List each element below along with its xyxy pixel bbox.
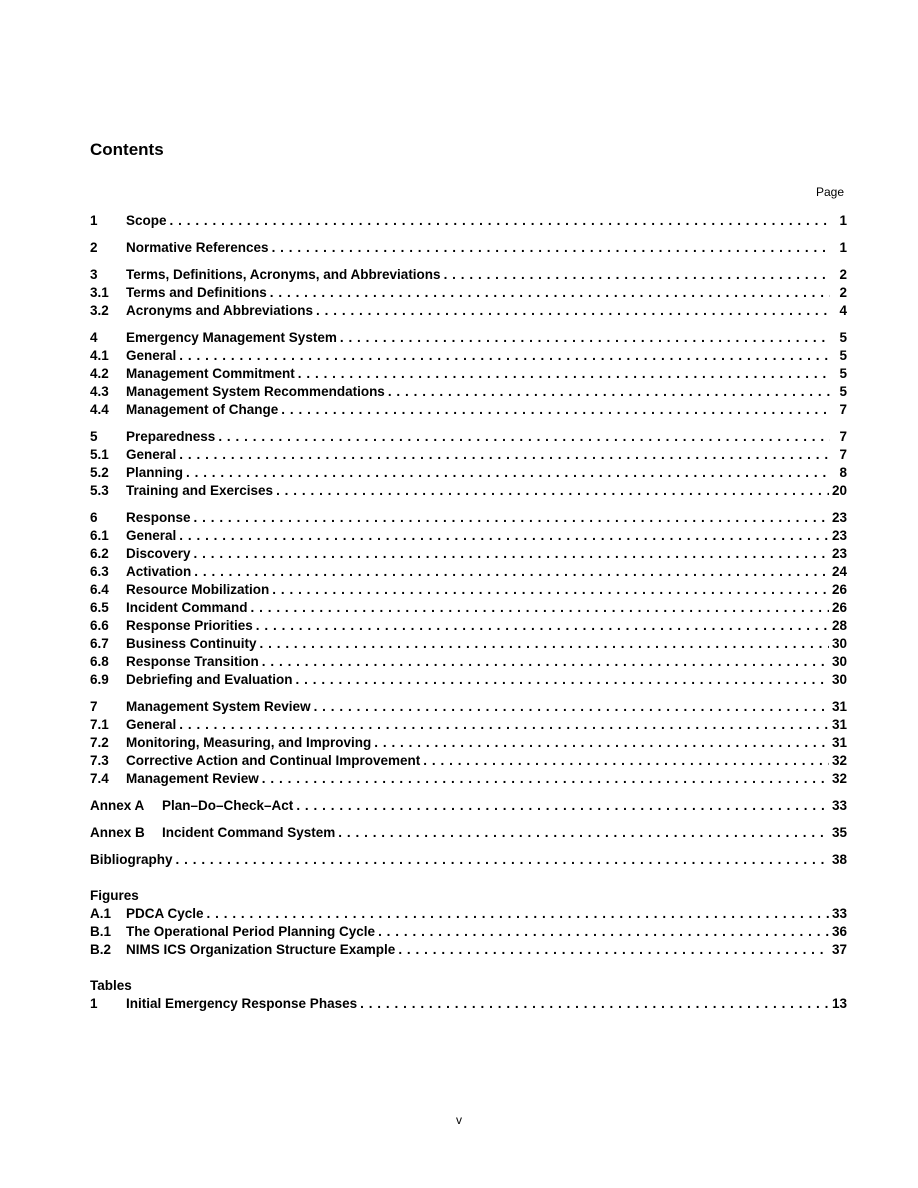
toc-entry[interactable]: [90, 545, 847, 563]
toc-entry-label: Training and Exercises: [126, 483, 274, 498]
dot-leader: [179, 527, 829, 545]
figures-heading: Figures: [90, 888, 139, 903]
toc-entry-number: B.1: [90, 924, 112, 939]
toc-entry-label: Acronyms and Abbreviations: [126, 303, 314, 318]
toc-entry-label: NIMS ICS Organization Structure Example: [126, 942, 396, 957]
toc-entry-page: 5: [839, 384, 847, 399]
toc-entry[interactable]: [90, 599, 847, 617]
toc-entry-number: 6.9: [90, 672, 109, 687]
toc-entry[interactable]: [90, 527, 847, 545]
toc-entry-number: 4: [90, 330, 98, 345]
toc-entry-page: 7: [839, 402, 847, 417]
toc-entry[interactable]: [90, 464, 847, 482]
toc-entry[interactable]: [90, 797, 847, 815]
toc-entry-label: Management Commitment: [126, 366, 295, 381]
toc-entry-page: 7: [839, 447, 847, 462]
dot-leader: [276, 482, 829, 500]
dot-leader: [423, 752, 829, 770]
toc-entry-number: 7.2: [90, 735, 109, 750]
toc-entry-label: Discovery: [126, 546, 191, 561]
toc-entry[interactable]: [90, 635, 847, 653]
table-of-contents: [90, 212, 847, 1013]
toc-entry[interactable]: [90, 698, 847, 716]
toc-entry[interactable]: [90, 923, 847, 941]
toc-entry-page: 7: [839, 429, 847, 444]
toc-entry-number: 6.6: [90, 618, 109, 633]
dot-leader: [316, 302, 830, 320]
toc-entry[interactable]: [90, 239, 847, 257]
toc-entry-label: Preparedness: [126, 429, 216, 444]
dot-leader: [338, 824, 829, 842]
toc-entry-label: Terms and Definitions: [126, 285, 267, 300]
toc-entry-page: 5: [839, 348, 847, 363]
toc-entry-number: 6.3: [90, 564, 109, 579]
toc-entry-label: Emergency Management System: [126, 330, 337, 345]
toc-entry-label: Activation: [126, 564, 192, 579]
toc-entry-number: 1: [90, 213, 98, 228]
dot-leader: [194, 509, 829, 527]
toc-entry[interactable]: [90, 851, 847, 869]
toc-entry-label: General: [126, 447, 177, 462]
toc-entry-page: 4: [839, 303, 847, 318]
toc-entry-number: Annex A: [90, 798, 145, 813]
toc-entry-page: 33: [831, 798, 847, 813]
toc-entry-page: 31: [831, 699, 847, 714]
toc-entry[interactable]: [90, 617, 847, 635]
toc-entry-page: 32: [831, 771, 847, 786]
toc-entry-number: 5: [90, 429, 98, 444]
toc-entry-number: 5.2: [90, 465, 109, 480]
dot-leader: [314, 698, 829, 716]
toc-entry-label: Plan–Do–Check–Act: [162, 798, 294, 813]
dot-leader: [260, 635, 829, 653]
dot-leader: [186, 464, 830, 482]
toc-entry-number: 7.1: [90, 717, 109, 732]
toc-entry-number: 6.7: [90, 636, 109, 651]
toc-entry-page: 24: [831, 564, 847, 579]
dot-leader: [281, 401, 830, 419]
toc-entry[interactable]: [90, 509, 847, 527]
dot-leader: [218, 428, 830, 446]
toc-entry-page: 35: [831, 825, 847, 840]
toc-entry-number: 2: [90, 240, 98, 255]
toc-entry[interactable]: [90, 212, 847, 230]
toc-entry-page: 38: [831, 852, 847, 867]
page-title: Contents: [90, 140, 164, 159]
toc-entry-number: 4.4: [90, 402, 109, 417]
dot-leader: [298, 365, 830, 383]
dot-leader: [176, 851, 829, 869]
dot-leader: [374, 734, 829, 752]
dot-leader: [262, 770, 829, 788]
toc-entry-label: Resource Mobilization: [126, 582, 270, 597]
toc-entry[interactable]: [90, 752, 847, 770]
toc-entry[interactable]: [90, 347, 847, 365]
tables-heading: Tables: [90, 978, 132, 993]
toc-entry-number: 4.1: [90, 348, 109, 363]
toc-entry-number: 7: [90, 699, 98, 714]
toc-entry-page: 31: [831, 735, 847, 750]
toc-entry-page: 5: [839, 330, 847, 345]
toc-entry-number: 1: [90, 996, 98, 1011]
dot-leader: [378, 923, 829, 941]
toc-entry[interactable]: [90, 266, 847, 284]
dot-leader: [194, 545, 829, 563]
toc-entry[interactable]: [90, 905, 847, 923]
toc-entry[interactable]: [90, 824, 847, 842]
toc-entry[interactable]: [90, 653, 847, 671]
toc-entry[interactable]: [90, 446, 847, 464]
toc-entry-page: 26: [831, 582, 847, 597]
toc-entry-page: 30: [831, 636, 847, 651]
toc-entry-label: Planning: [126, 465, 183, 480]
toc-entry-number: Annex B: [90, 825, 145, 840]
toc-entry[interactable]: [90, 770, 847, 788]
toc-entry-number: 4.3: [90, 384, 109, 399]
toc-entry-page: 8: [839, 465, 847, 480]
toc-entry-label: General: [126, 348, 177, 363]
toc-entry-number: 6.2: [90, 546, 109, 561]
dot-leader: [270, 284, 830, 302]
toc-entry-page: 2: [839, 285, 847, 300]
toc-entry-number: 7.3: [90, 753, 109, 768]
dot-leader: [170, 212, 830, 230]
toc-entry-label: Management Review: [126, 771, 259, 786]
toc-entry-page: 30: [831, 672, 847, 687]
toc-entry[interactable]: [90, 302, 847, 320]
dot-leader: [296, 797, 829, 815]
toc-entry[interactable]: [90, 581, 847, 599]
toc-entry-number: 3.1: [90, 285, 109, 300]
toc-entry[interactable]: [90, 284, 847, 302]
toc-entry-label: General: [126, 528, 177, 543]
dot-leader: [194, 563, 829, 581]
toc-entry-label: Terms, Definitions, Acronyms, and Abbreviations: [126, 267, 441, 282]
toc-entry-number: 7.4: [90, 771, 109, 786]
toc-entry-page: 31: [831, 717, 847, 732]
toc-entry-label: Initial Emergency Response Phases: [126, 996, 358, 1011]
toc-entry-number: 6.4: [90, 582, 109, 597]
dot-leader: [388, 383, 830, 401]
toc-entry-number: 3: [90, 267, 98, 282]
toc-entry-page: 20: [831, 483, 847, 498]
toc-entry-number: 3.2: [90, 303, 109, 318]
page-number-footer: v: [456, 1113, 462, 1127]
toc-entry-page: 23: [831, 528, 847, 543]
toc-entry-page: 1: [839, 213, 847, 228]
dot-leader: [360, 995, 829, 1013]
toc-entry-label: Response Priorities: [126, 618, 253, 633]
toc-entry-number: 6: [90, 510, 98, 525]
dot-leader: [251, 599, 829, 617]
toc-entry[interactable]: [90, 716, 847, 734]
toc-entry[interactable]: [90, 383, 847, 401]
toc-entry-label: Business Continuity: [126, 636, 257, 651]
dot-leader: [296, 671, 829, 689]
toc-entry-label: Management System Review: [126, 699, 311, 714]
dot-leader: [262, 653, 829, 671]
toc-entry[interactable]: [90, 401, 847, 419]
toc-entry-label: Normative References: [126, 240, 269, 255]
toc-entry-label: Response: [126, 510, 191, 525]
toc-entry-number: 6.5: [90, 600, 109, 615]
toc-entry-label: Incident Command: [126, 600, 248, 615]
toc-entry-number: A.1: [90, 906, 112, 921]
dot-leader: [207, 905, 829, 923]
toc-entry-label: Bibliography: [90, 852, 173, 867]
toc-entry[interactable]: [90, 563, 847, 581]
toc-entry-label: General: [126, 717, 177, 732]
dot-leader: [272, 581, 829, 599]
toc-entry-label: The Operational Period Planning Cycle: [126, 924, 376, 939]
toc-entry[interactable]: [90, 941, 847, 959]
toc-entry-page: 36: [831, 924, 847, 939]
toc-entry-label: Debriefing and Evaluation: [126, 672, 293, 687]
dot-leader: [444, 266, 830, 284]
toc-entry-label: Response Transition: [126, 654, 259, 669]
dot-leader: [179, 347, 830, 365]
dot-leader: [179, 446, 830, 464]
toc-entry-page: 32: [831, 753, 847, 768]
toc-entry-label: Scope: [126, 213, 167, 228]
toc-entry-label: Incident Command System: [162, 825, 336, 840]
toc-entry-number: B.2: [90, 942, 112, 957]
dot-leader: [179, 716, 829, 734]
toc-entry-number: 5.3: [90, 483, 109, 498]
toc-entry-label: Management System Recommendations: [126, 384, 385, 399]
toc-entry-page: 2: [839, 267, 847, 282]
dot-leader: [256, 617, 829, 635]
toc-entry-page: 23: [831, 546, 847, 561]
toc-entry-page: 13: [831, 996, 847, 1011]
toc-entry-number: 4.2: [90, 366, 109, 381]
toc-entry[interactable]: [90, 482, 847, 500]
toc-entry-page: 5: [839, 366, 847, 381]
toc-entry-page: 30: [831, 654, 847, 669]
toc-entry[interactable]: [90, 428, 847, 446]
toc-entry-label: Monitoring, Measuring, and Improving: [126, 735, 372, 750]
toc-entry[interactable]: [90, 734, 847, 752]
toc-entry[interactable]: [90, 671, 847, 689]
dot-leader: [398, 941, 829, 959]
toc-entry-number: 6.8: [90, 654, 109, 669]
toc-entry-page: 28: [831, 618, 847, 633]
dot-leader: [272, 239, 830, 257]
toc-entry-page: 33: [831, 906, 847, 921]
toc-entry-label: Corrective Action and Continual Improvement: [126, 753, 421, 768]
toc-entry[interactable]: [90, 329, 847, 347]
toc-entry-page: 37: [831, 942, 847, 957]
toc-entry[interactable]: [90, 365, 847, 383]
toc-entry-label: Management of Change: [126, 402, 279, 417]
toc-entry-page: 23: [831, 510, 847, 525]
page-column-header: Page: [815, 185, 844, 199]
toc-entry[interactable]: [90, 995, 847, 1013]
toc-entry-page: 26: [831, 600, 847, 615]
dot-leader: [340, 329, 830, 347]
toc-entry-number: 6.1: [90, 528, 109, 543]
toc-entry-number: 5.1: [90, 447, 109, 462]
toc-entry-label: PDCA Cycle: [126, 906, 204, 921]
toc-entry-page: 1: [839, 240, 847, 255]
